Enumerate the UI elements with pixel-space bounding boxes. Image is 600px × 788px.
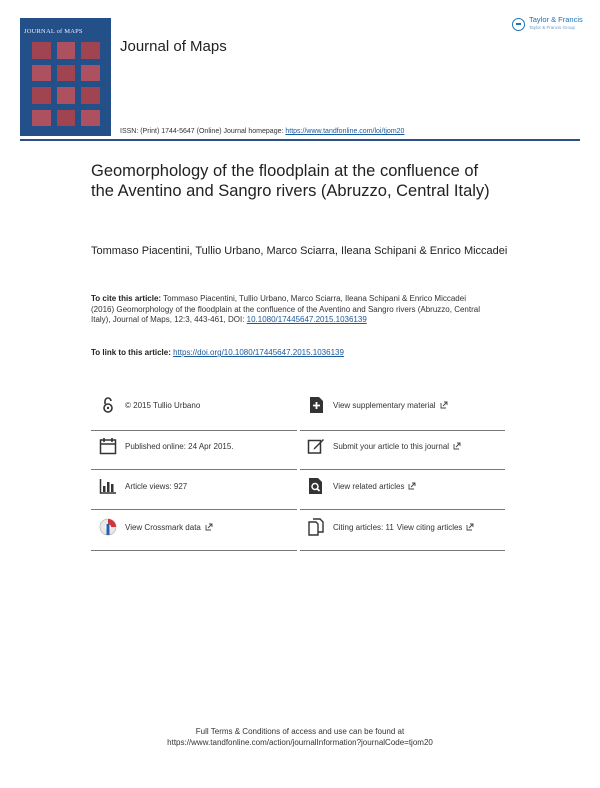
submit-article-link[interactable]: [307, 437, 461, 455]
publisher-logo[interactable]: [512, 16, 583, 32]
copyright-text: © 2015 Tullio Urbano: [125, 400, 201, 410]
view-citing-articles-link[interactable]: View citing articles: [396, 522, 463, 532]
article-views-row: [99, 477, 187, 495]
row-divider: [91, 509, 297, 510]
related-articles-link[interactable]: [307, 477, 416, 495]
article-authors: Tommaso Piacentini, Tullio Urbano, Marco Sciarra, Ileana Schipani & Enrico Miccadei: [91, 245, 508, 257]
external-link-icon: [408, 482, 416, 490]
journal-title[interactable]: Journal of Maps: [120, 38, 227, 55]
terms-line: Full Terms & Conditions of access and use can be found at: [195, 727, 405, 736]
bar-chart-icon: [99, 477, 117, 495]
citing-articles-count: Citing articles: 11: [333, 522, 394, 532]
plus-document-icon: [307, 396, 325, 414]
article-title: Geomorphology of the floodplain at the confluence of the Aventino and Sangro rivers (Abruzzo, Central Italy): [91, 162, 490, 200]
pen-icon: [307, 437, 325, 455]
published-date-row: [99, 437, 234, 455]
row-divider: [300, 469, 505, 470]
published-date-text: Published online: 24 Apr 2015.: [125, 441, 234, 451]
copyright-row: [99, 396, 200, 414]
journal-cover-thumbnail: [20, 18, 111, 136]
citation-doi-link[interactable]: 10.1080/17445647.2015.1036139: [246, 315, 367, 324]
supplementary-material-link[interactable]: [307, 396, 448, 414]
row-divider: [300, 550, 505, 551]
supplementary-label: View supplementary material: [333, 400, 436, 410]
header-divider: [20, 139, 580, 141]
submit-article-label: Submit your article to this journal: [333, 441, 450, 451]
publisher-logo-icon: [512, 18, 525, 31]
calendar-icon: [99, 437, 117, 455]
row-divider: [300, 509, 505, 510]
issn-line: [120, 128, 404, 135]
search-document-icon: [307, 477, 325, 495]
copy-documents-icon: [307, 518, 325, 536]
external-link-icon: [453, 442, 461, 450]
publisher-name: Taylor & Francis: [529, 15, 583, 24]
citation-label: To cite this article:: [91, 294, 162, 303]
external-link-icon: [440, 401, 448, 409]
citation-block: [91, 294, 491, 326]
row-divider: [91, 430, 297, 431]
crossmark-icon: [99, 518, 117, 536]
article-link-line: [91, 348, 344, 357]
crossmark-label: View Crossmark data: [125, 522, 201, 532]
article-doi-url[interactable]: https://doi.org/10.1080/17445647.2015.1036139: [173, 348, 344, 357]
terms-url[interactable]: https://www.tandfonline.com/action/journalInformation?journalCode=tjom20: [167, 738, 433, 747]
terms-footer: [0, 726, 600, 748]
row-divider: [91, 469, 297, 470]
external-link-icon: [205, 523, 213, 531]
publisher-tagline: Taylor & Francis Group: [529, 25, 576, 30]
issn-text: ISSN: (Print) 1744-5647 (Online) Journal homepage:: [120, 128, 286, 135]
citing-articles-row: [307, 518, 474, 536]
row-divider: [300, 430, 505, 431]
journal-homepage-link[interactable]: https://www.tandfonline.com/loi/tjom20: [285, 128, 405, 135]
citation-text: Tommaso Piacentini, Tullio Urbano, Marco Sciarra, Ileana Schipani & Enrico Miccadei (2016) Geomorphology of the floodplain at the confluence of the Aventino and Sangro rivers (Abruzzo, Central Italy), Journal of Maps, 12:3, 443-461, DOI:: [91, 294, 480, 324]
crossmark-link[interactable]: [99, 518, 213, 536]
open-access-icon: [99, 396, 117, 414]
cover-masthead: JOURNAL of MAPS: [24, 28, 83, 35]
related-articles-label: View related articles: [333, 481, 405, 491]
row-divider: [91, 550, 297, 551]
article-views-text: Article views: 927: [125, 481, 188, 491]
article-link-label: To link to this article:: [91, 348, 171, 357]
cover-map-grid: [32, 42, 100, 126]
external-link-icon: [466, 523, 474, 531]
